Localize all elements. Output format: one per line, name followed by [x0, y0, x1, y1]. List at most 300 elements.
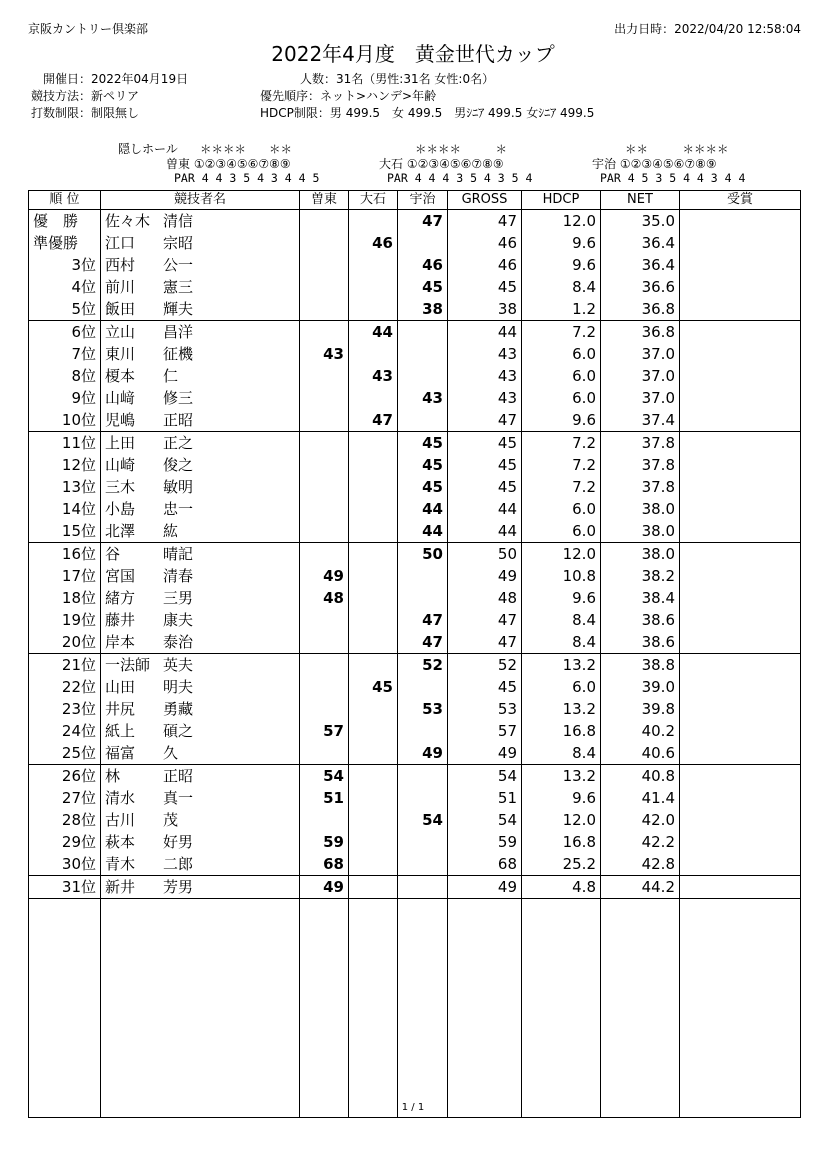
table-row	[29, 631, 801, 654]
cell-hdcp: 16.8	[522, 831, 601, 853]
table-row	[29, 787, 801, 809]
cell-hdcp: 8.4	[522, 742, 601, 765]
cell-sone: 59	[300, 831, 349, 853]
cell-net: 38.4	[601, 587, 680, 609]
cell-name	[101, 254, 300, 276]
table-row	[29, 476, 801, 498]
cell-hdcp: 6.0	[522, 520, 601, 543]
given-name: 康夫	[163, 611, 194, 629]
cell-gross: 49	[448, 742, 522, 765]
cell-name	[101, 498, 300, 520]
cell-hdcp: 7.2	[522, 476, 601, 498]
given-name: 真一	[163, 789, 194, 807]
cell-uji	[398, 321, 448, 344]
surname: 緒方	[105, 589, 136, 607]
priority-order: 優先順序：ネット>ハンデ>年齢	[260, 89, 437, 103]
printed-datetime: 出力日時：2022/04/20 12:58:04	[614, 22, 801, 36]
cell-rank: 25位	[29, 742, 101, 765]
cell-uji: 54	[398, 809, 448, 831]
cell-award	[680, 298, 801, 321]
cell-award	[680, 321, 801, 344]
cell-oishi	[349, 432, 398, 455]
cell-award	[680, 698, 801, 720]
cell-oishi: 45	[349, 676, 398, 698]
cell-uji: 45	[398, 432, 448, 455]
cell-award	[680, 432, 801, 455]
cell-uji	[398, 720, 448, 742]
table-row	[29, 321, 801, 344]
cell-uji: 53	[398, 698, 448, 720]
cell-gross: 38	[448, 298, 522, 321]
surname: 西村	[105, 256, 136, 274]
cell-hdcp: 13.2	[522, 654, 601, 677]
cell-gross: 53	[448, 698, 522, 720]
cell-rank: 29位	[29, 831, 101, 853]
table-row	[29, 831, 801, 853]
cell-oishi	[349, 543, 398, 566]
cell-rank: 14位	[29, 498, 101, 520]
cell-gross: 47	[448, 631, 522, 654]
cell-award	[680, 232, 801, 254]
cell-net: 38.0	[601, 520, 680, 543]
blank-row	[29, 899, 801, 1118]
oishi-par: PAR 4 4 4 3 5 4 3 5 4	[387, 171, 533, 185]
cell-sone: 57	[300, 720, 349, 742]
cell-gross: 46	[448, 232, 522, 254]
col-net: NET	[601, 191, 680, 210]
cell-uji: 52	[398, 654, 448, 677]
cell-oishi	[349, 476, 398, 498]
cell-gross: 48	[448, 587, 522, 609]
table-row	[29, 432, 801, 455]
cell-sone	[300, 543, 349, 566]
cell-net: 38.8	[601, 654, 680, 677]
cell-oishi	[349, 298, 398, 321]
cell-oishi	[349, 720, 398, 742]
cell-name	[101, 387, 300, 409]
cell-net: 37.8	[601, 476, 680, 498]
table-row	[29, 609, 801, 631]
surname: 林	[105, 767, 121, 785]
col-oishi: 大石	[349, 191, 398, 210]
cell-hdcp: 8.4	[522, 609, 601, 631]
cell-gross: 47	[448, 409, 522, 432]
given-name: 好男	[163, 833, 194, 851]
hidden-hole-label: 隠しホール	[118, 142, 178, 156]
cell-hdcp: 25.2	[522, 853, 601, 876]
cell-hdcp: 13.2	[522, 765, 601, 788]
cell-award	[680, 876, 801, 899]
cell-oishi	[349, 698, 398, 720]
sone-hidden-marks: ＊＊＊＊ ＊＊	[200, 142, 292, 156]
cell-gross: 59	[448, 831, 522, 853]
cell-net: 42.0	[601, 809, 680, 831]
cell-award	[680, 565, 801, 587]
cell-uji: 44	[398, 498, 448, 520]
cell-rank: 21位	[29, 654, 101, 677]
header-row	[29, 191, 801, 210]
cell-uji	[398, 876, 448, 899]
cell-gross: 50	[448, 543, 522, 566]
cell-sone	[300, 210, 349, 233]
cell-name	[101, 520, 300, 543]
col-rank: 順 位	[29, 191, 101, 210]
cell-rank: 12位	[29, 454, 101, 476]
cell-oishi	[349, 765, 398, 788]
cell-rank: 16位	[29, 543, 101, 566]
cell-rank: 6位	[29, 321, 101, 344]
participant-count: 人数：31名（男性:31名 女性:0名）	[300, 72, 495, 86]
cell-hdcp: 7.2	[522, 321, 601, 344]
blank-cell	[29, 899, 101, 1118]
given-name: 公一	[163, 256, 194, 274]
given-name: 晴記	[163, 545, 194, 563]
cell-rank: 17位	[29, 565, 101, 587]
stroke-limit: 打数制限：制限無し	[31, 106, 140, 120]
surname: 古川	[105, 811, 136, 829]
cell-name	[101, 454, 300, 476]
cell-gross: 44	[448, 321, 522, 344]
given-name: 久	[163, 744, 179, 762]
page-number: 1 / 1	[401, 1102, 425, 1113]
cell-award	[680, 742, 801, 765]
cell-net: 38.0	[601, 543, 680, 566]
surname: 青木	[105, 855, 136, 873]
blank-cell	[601, 899, 680, 1118]
surname: 立山	[105, 323, 136, 341]
table-row	[29, 676, 801, 698]
surname: 萩本	[105, 833, 136, 851]
cell-rank: 18位	[29, 587, 101, 609]
cell-name	[101, 321, 300, 344]
club-name: 京阪カントリー倶楽部	[28, 22, 149, 36]
cell-gross: 43	[448, 387, 522, 409]
surname: 児嶋	[105, 411, 136, 429]
cell-award	[680, 543, 801, 566]
cell-oishi	[349, 876, 398, 899]
cell-award	[680, 654, 801, 677]
cell-hdcp: 9.6	[522, 787, 601, 809]
cell-net: 35.0	[601, 210, 680, 233]
cell-oishi	[349, 454, 398, 476]
cell-gross: 47	[448, 609, 522, 631]
cell-oishi	[349, 654, 398, 677]
cell-award	[680, 409, 801, 432]
given-name: 勇藏	[163, 700, 194, 718]
cell-name	[101, 543, 300, 566]
cell-uji	[398, 565, 448, 587]
cell-name	[101, 720, 300, 742]
surname: 井尻	[105, 700, 136, 718]
cell-rank: 10位	[29, 409, 101, 432]
cell-sone: 48	[300, 587, 349, 609]
cell-gross: 45	[448, 476, 522, 498]
given-name: 茂	[163, 811, 179, 829]
cell-rank: 5位	[29, 298, 101, 321]
blank-cell	[680, 899, 801, 1118]
cell-net: 41.4	[601, 787, 680, 809]
cell-gross: 45	[448, 676, 522, 698]
cell-sone	[300, 321, 349, 344]
given-name: 三男	[163, 589, 194, 607]
cell-gross: 46	[448, 254, 522, 276]
cell-net: 39.8	[601, 698, 680, 720]
cell-name	[101, 853, 300, 876]
cell-name	[101, 809, 300, 831]
cell-name	[101, 432, 300, 455]
cell-sone: 49	[300, 565, 349, 587]
given-name: 清春	[163, 567, 194, 585]
cell-sone	[300, 498, 349, 520]
table-row	[29, 343, 801, 365]
cell-gross: 54	[448, 809, 522, 831]
blank-cell	[101, 899, 300, 1118]
cell-oishi	[349, 787, 398, 809]
cell-uji: 47	[398, 609, 448, 631]
blank-cell	[349, 899, 398, 1118]
cell-rank: 4位	[29, 276, 101, 298]
cell-hdcp: 6.0	[522, 676, 601, 698]
cell-award	[680, 210, 801, 233]
surname: 東川	[105, 345, 136, 363]
given-name: 征機	[163, 345, 194, 363]
cell-sone	[300, 298, 349, 321]
cell-gross: 52	[448, 654, 522, 677]
surname: 前川	[105, 278, 136, 296]
cell-name	[101, 587, 300, 609]
cell-name	[101, 609, 300, 631]
table-row	[29, 298, 801, 321]
uji-par: PAR 4 5 3 5 4 4 3 4 4	[600, 171, 746, 185]
competition-method: 競技方法：新ペリア	[31, 89, 140, 103]
table-row	[29, 742, 801, 765]
cell-uji: 47	[398, 631, 448, 654]
cell-rank: 8位	[29, 365, 101, 387]
surname: 一法師	[105, 656, 151, 674]
cell-hdcp: 6.0	[522, 365, 601, 387]
cell-hdcp: 6.0	[522, 498, 601, 520]
uji-hidden-marks: ＊＊ ＊＊＊＊	[625, 142, 729, 156]
results-table	[28, 190, 801, 1118]
cell-award	[680, 343, 801, 365]
cell-name	[101, 676, 300, 698]
cell-hdcp: 6.0	[522, 387, 601, 409]
given-name: 昌洋	[163, 323, 194, 341]
surname: 三木	[105, 478, 136, 496]
cell-oishi: 44	[349, 321, 398, 344]
cell-net: 37.0	[601, 365, 680, 387]
cell-name	[101, 742, 300, 765]
cell-oishi	[349, 387, 398, 409]
cell-net: 37.8	[601, 454, 680, 476]
cell-award	[680, 765, 801, 788]
cell-sone	[300, 454, 349, 476]
table-row	[29, 210, 801, 233]
sone-holes: 曽東 ①②③④⑤⑥⑦⑧⑨	[166, 157, 291, 171]
cell-rank: 26位	[29, 765, 101, 788]
surname: 谷	[105, 545, 121, 563]
table-row	[29, 876, 801, 899]
table-row	[29, 809, 801, 831]
cell-award	[680, 853, 801, 876]
given-name: 清信	[163, 212, 194, 230]
cell-oishi	[349, 254, 398, 276]
cell-name	[101, 876, 300, 899]
cell-sone: 43	[300, 343, 349, 365]
cell-net: 40.6	[601, 742, 680, 765]
cell-hdcp: 8.4	[522, 631, 601, 654]
cell-hdcp: 9.6	[522, 232, 601, 254]
table-row	[29, 454, 801, 476]
cell-hdcp: 4.8	[522, 876, 601, 899]
given-name: 芳男	[163, 878, 194, 896]
given-name: 敏明	[163, 478, 194, 496]
cell-name	[101, 565, 300, 587]
given-name: 明夫	[163, 678, 194, 696]
cell-net: 37.4	[601, 409, 680, 432]
cell-name	[101, 476, 300, 498]
given-name: 宗昭	[163, 234, 194, 252]
cell-rank: 9位	[29, 387, 101, 409]
cell-sone	[300, 809, 349, 831]
cell-hdcp: 12.0	[522, 210, 601, 233]
cell-net: 38.6	[601, 609, 680, 631]
cell-rank: 20位	[29, 631, 101, 654]
cell-net: 39.0	[601, 676, 680, 698]
cell-name	[101, 787, 300, 809]
cell-gross: 47	[448, 210, 522, 233]
table-row	[29, 720, 801, 742]
cell-hdcp: 7.2	[522, 432, 601, 455]
cell-uji	[398, 232, 448, 254]
cell-name	[101, 343, 300, 365]
surname: 小島	[105, 500, 136, 518]
event-date: 開催日：2022年04月19日	[43, 72, 189, 86]
cell-gross: 45	[448, 432, 522, 455]
cell-sone: 68	[300, 853, 349, 876]
cell-uji: 47	[398, 210, 448, 233]
cell-net: 42.8	[601, 853, 680, 876]
cell-rank: 22位	[29, 676, 101, 698]
cell-gross: 44	[448, 498, 522, 520]
cell-net: 36.8	[601, 298, 680, 321]
cell-hdcp: 9.6	[522, 409, 601, 432]
cell-net: 37.0	[601, 387, 680, 409]
given-name: 二郎	[163, 855, 194, 873]
cell-sone	[300, 654, 349, 677]
surname: 新井	[105, 878, 136, 896]
cell-oishi	[349, 609, 398, 631]
cell-rank: 11位	[29, 432, 101, 455]
cell-name	[101, 631, 300, 654]
cell-award	[680, 254, 801, 276]
table-row	[29, 698, 801, 720]
given-name: 輝夫	[163, 300, 194, 318]
cell-uji	[398, 765, 448, 788]
cell-sone	[300, 232, 349, 254]
surname: 山﨑	[105, 389, 136, 407]
cell-sone	[300, 609, 349, 631]
cell-uji: 43	[398, 387, 448, 409]
cell-sone: 54	[300, 765, 349, 788]
cell-rank: 準優勝	[29, 232, 101, 254]
cell-uji	[398, 409, 448, 432]
cell-sone	[300, 520, 349, 543]
cell-uji	[398, 853, 448, 876]
cell-gross: 49	[448, 876, 522, 899]
cell-award	[680, 276, 801, 298]
cell-hdcp: 7.2	[522, 454, 601, 476]
surname: 岸本	[105, 633, 136, 651]
cell-sone: 51	[300, 787, 349, 809]
cell-oishi	[349, 587, 398, 609]
cell-award	[680, 787, 801, 809]
cell-net: 42.2	[601, 831, 680, 853]
cell-rank: 3位	[29, 254, 101, 276]
cell-net: 38.2	[601, 565, 680, 587]
cell-gross: 45	[448, 454, 522, 476]
cell-net: 37.8	[601, 432, 680, 455]
cell-oishi	[349, 276, 398, 298]
cell-uji	[398, 343, 448, 365]
cell-rank: 23位	[29, 698, 101, 720]
cell-net: 38.0	[601, 498, 680, 520]
cell-sone	[300, 409, 349, 432]
cell-award	[680, 365, 801, 387]
cell-oishi: 47	[349, 409, 398, 432]
table-row	[29, 520, 801, 543]
cell-sone	[300, 365, 349, 387]
cell-uji: 50	[398, 543, 448, 566]
given-name: 正昭	[163, 767, 194, 785]
cell-oishi: 43	[349, 365, 398, 387]
cell-hdcp: 1.2	[522, 298, 601, 321]
cell-award	[680, 520, 801, 543]
given-name: 正之	[163, 434, 194, 452]
cell-uji	[398, 787, 448, 809]
table-row	[29, 232, 801, 254]
given-name: 忠一	[163, 500, 194, 518]
cell-award	[680, 609, 801, 631]
blank-cell	[398, 899, 448, 1118]
cell-award	[680, 387, 801, 409]
cell-sone	[300, 631, 349, 654]
cell-oishi	[349, 565, 398, 587]
cell-award	[680, 720, 801, 742]
cell-uji: 45	[398, 476, 448, 498]
cell-net: 40.2	[601, 720, 680, 742]
surname: 江口	[105, 234, 136, 252]
cell-rank: 27位	[29, 787, 101, 809]
cell-sone	[300, 432, 349, 455]
cell-hdcp: 9.6	[522, 587, 601, 609]
cell-rank: 30位	[29, 853, 101, 876]
cell-uji: 44	[398, 520, 448, 543]
cell-name	[101, 698, 300, 720]
surname: 宮国	[105, 567, 136, 585]
uji-holes: 宇治 ①②③④⑤⑥⑦⑧⑨	[592, 157, 717, 171]
cell-sone	[300, 476, 349, 498]
col-hdcp: HDCP	[522, 191, 601, 210]
col-gross: GROSS	[448, 191, 522, 210]
cell-rank: 優 勝	[29, 210, 101, 233]
oishi-hidden-marks: ＊＊＊＊ ＊	[415, 142, 507, 156]
cell-rank: 19位	[29, 609, 101, 631]
cell-gross: 57	[448, 720, 522, 742]
blank-cell	[522, 899, 601, 1118]
cell-name	[101, 298, 300, 321]
table-row	[29, 565, 801, 587]
